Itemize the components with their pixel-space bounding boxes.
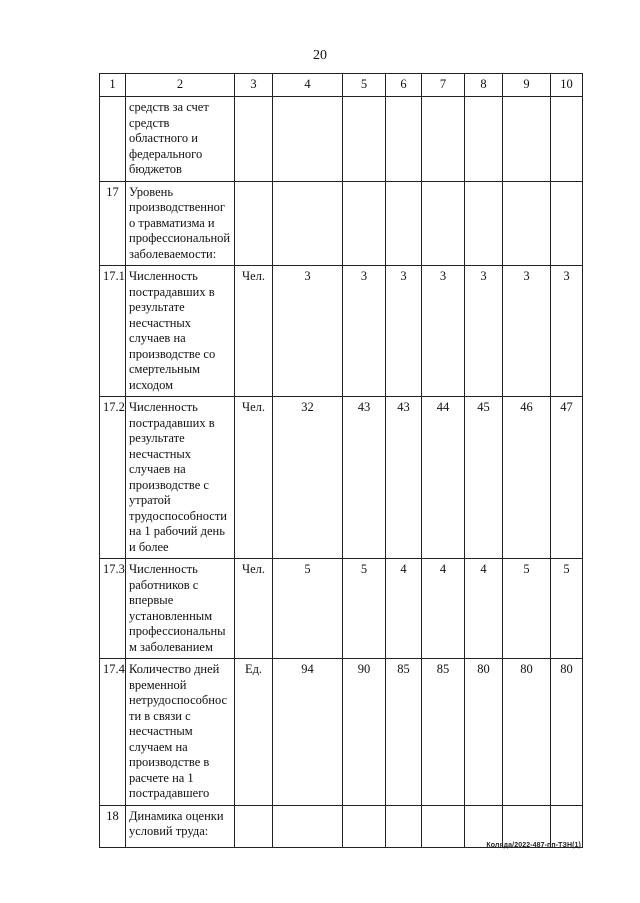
- value-cell: 46: [503, 397, 551, 559]
- value-cell: [465, 97, 503, 182]
- column-header: 7: [422, 74, 465, 97]
- value-cell: [503, 97, 551, 182]
- row-number: 17.1: [100, 266, 126, 397]
- row-number: 17.4: [100, 659, 126, 806]
- value-cell: 80: [551, 659, 583, 806]
- value-cell: 5: [551, 559, 583, 659]
- indicator-name: Численность пострадавших в результате несчастных случаев на производстве с утратой трудоспособности на 1 рабочий день и более: [126, 397, 235, 559]
- value-cell: [386, 181, 422, 266]
- table-header-row: [100, 74, 583, 97]
- value-cell: [503, 181, 551, 266]
- table-row: [100, 97, 583, 182]
- row-number: 17.3: [100, 559, 126, 659]
- table-row: [100, 659, 583, 806]
- value-cell: 32: [273, 397, 343, 559]
- value-cell: 90: [343, 659, 386, 806]
- value-cell: [503, 805, 551, 847]
- column-header: 2: [126, 74, 235, 97]
- indicator-name: Уровень производственног о травматизма и профессиональной заболеваемости:: [126, 181, 235, 266]
- indicator-table: [99, 73, 583, 848]
- value-cell: 94: [273, 659, 343, 806]
- column-header: 9: [503, 74, 551, 97]
- value-cell: 5: [343, 559, 386, 659]
- value-cell: [551, 805, 583, 847]
- value-cell: [273, 97, 343, 182]
- column-header: 6: [386, 74, 422, 97]
- unit-cell: [235, 805, 273, 847]
- value-cell: 3: [465, 266, 503, 397]
- column-header: 3: [235, 74, 273, 97]
- value-cell: 44: [422, 397, 465, 559]
- value-cell: 3: [273, 266, 343, 397]
- value-cell: 80: [503, 659, 551, 806]
- value-cell: 5: [273, 559, 343, 659]
- value-cell: 3: [422, 266, 465, 397]
- value-cell: 85: [422, 659, 465, 806]
- value-cell: 3: [343, 266, 386, 397]
- value-cell: [273, 181, 343, 266]
- value-cell: [422, 805, 465, 847]
- indicator-name: Численность пострадавших в результате несчастных случаев на производстве со смертельным исходом: [126, 266, 235, 397]
- value-cell: 3: [551, 266, 583, 397]
- unit-cell: Чел.: [235, 266, 273, 397]
- column-header: 4: [273, 74, 343, 97]
- row-number: [100, 97, 126, 182]
- column-header: 10: [551, 74, 583, 97]
- value-cell: [386, 97, 422, 182]
- table-row: [100, 181, 583, 266]
- row-number: 17: [100, 181, 126, 266]
- value-cell: [422, 181, 465, 266]
- column-header: 1: [100, 74, 126, 97]
- value-cell: [551, 181, 583, 266]
- table-row: [100, 266, 583, 397]
- value-cell: [386, 805, 422, 847]
- value-cell: [273, 805, 343, 847]
- page-number: 20: [313, 48, 327, 63]
- indicator-name: Динамика оценки условий труда:: [126, 805, 235, 847]
- column-header: 5: [343, 74, 386, 97]
- unit-cell: Чел.: [235, 559, 273, 659]
- table-row: [100, 559, 583, 659]
- value-cell: [343, 805, 386, 847]
- value-cell: [343, 97, 386, 182]
- indicator-name: Численность работников с впервые установленным профессиональны м заболеванием: [126, 559, 235, 659]
- row-number: 17.2: [100, 397, 126, 559]
- row-number: 18: [100, 805, 126, 847]
- value-cell: [465, 181, 503, 266]
- value-cell: 43: [343, 397, 386, 559]
- value-cell: 47: [551, 397, 583, 559]
- value-cell: 4: [386, 559, 422, 659]
- indicator-name: средств за счет средств областного и федерального бюджетов: [126, 97, 235, 182]
- document-code: Коляда/2022-487-пп-ТЗН(1): [486, 842, 581, 849]
- value-cell: 43: [386, 397, 422, 559]
- indicator-name: Количество дней временной нетрудоспособнос ти в связи с несчастным случаем на производстве в расчете на 1 пострадавшего: [126, 659, 235, 806]
- value-cell: 3: [386, 266, 422, 397]
- table-row: [100, 805, 583, 847]
- value-cell: [422, 97, 465, 182]
- table-row: [100, 397, 583, 559]
- value-cell: 45: [465, 397, 503, 559]
- value-cell: [343, 181, 386, 266]
- value-cell: [465, 805, 503, 847]
- value-cell: 4: [465, 559, 503, 659]
- value-cell: 5: [503, 559, 551, 659]
- column-header: 8: [465, 74, 503, 97]
- value-cell: 85: [386, 659, 422, 806]
- value-cell: 80: [465, 659, 503, 806]
- unit-cell: [235, 97, 273, 182]
- unit-cell: Чел.: [235, 397, 273, 559]
- value-cell: 3: [503, 266, 551, 397]
- unit-cell: [235, 181, 273, 266]
- value-cell: [551, 97, 583, 182]
- unit-cell: Ед.: [235, 659, 273, 806]
- value-cell: 4: [422, 559, 465, 659]
